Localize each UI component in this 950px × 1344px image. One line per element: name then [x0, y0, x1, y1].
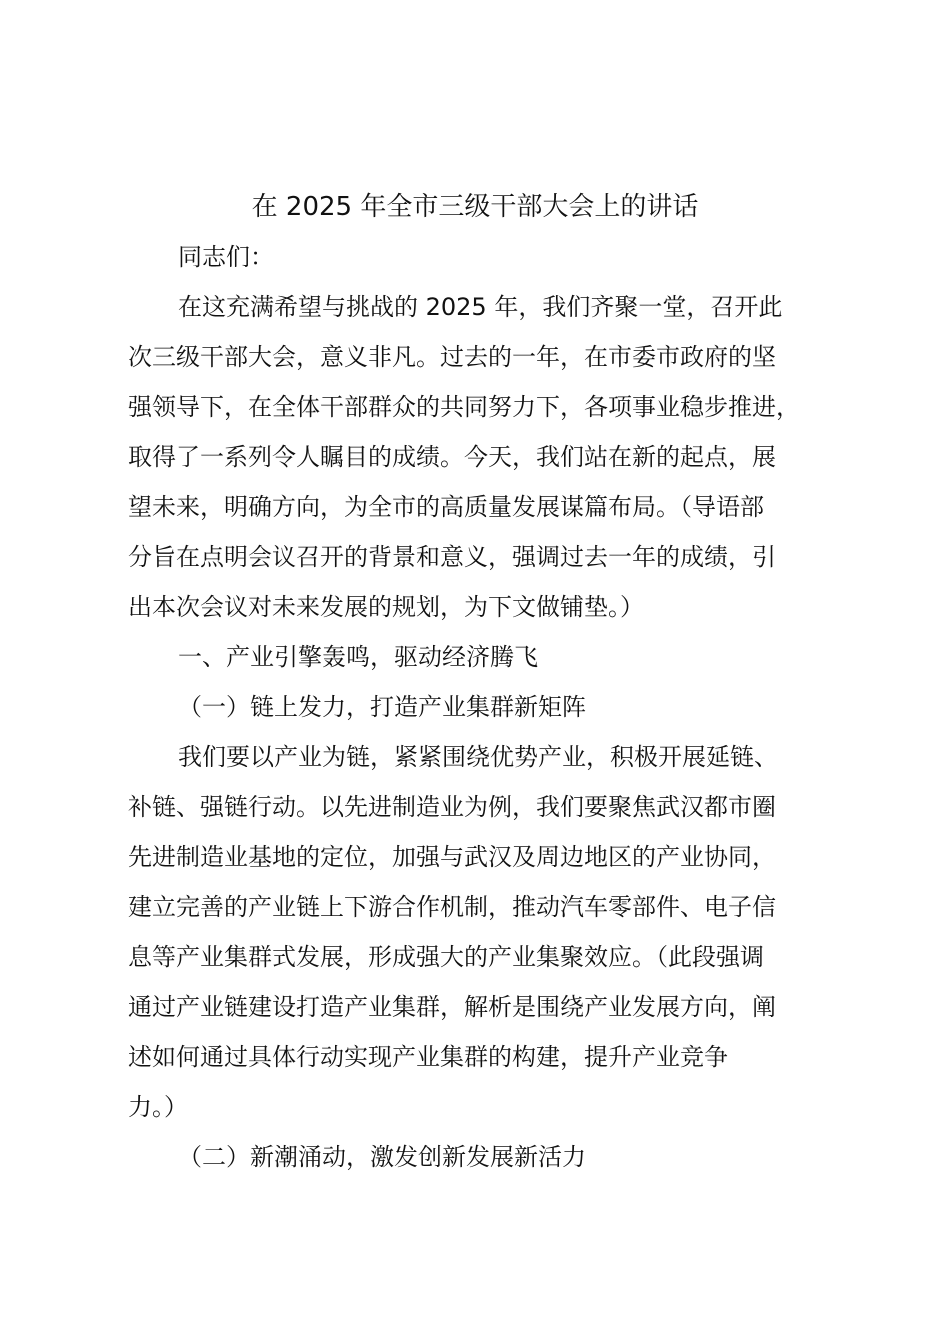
paragraph-line: 出本次会议对未来发展的规划，为下文做铺垫。）: [128, 593, 644, 621]
document-title: 在 2025 年全市三级干部大会上的讲话: [251, 192, 699, 222]
paragraph-line: 力。）: [128, 1093, 188, 1121]
paragraph-line: 述如何通过具体行动实现产业集群的构建，提升产业竞争: [128, 1043, 728, 1071]
section-heading: 一、产业引擎轰鸣，驱动经济腾飞: [178, 643, 538, 671]
paragraph-line: 补链、强链行动。以先进制造业为例，我们要聚焦武汉都市圈: [128, 793, 776, 821]
paragraph-line: 分旨在点明会议召开的背景和意义，强调过去一年的成绩，引: [128, 543, 776, 571]
paragraph-line: 息等产业集群式发展，形成强大的产业集聚效应。（此段强调: [128, 943, 764, 971]
paragraph-line: 建立完善的产业链上下游合作机制，推动汽车零部件、电子信: [128, 893, 776, 921]
document-body: [128, 232, 848, 1182]
paragraph-line: 通过产业链建设打造产业集群，解析是围绕产业发展方向，阐: [128, 993, 776, 1021]
paragraph-line: 我们要以产业为链，紧紧围绕优势产业，积极开展延链、: [178, 743, 778, 771]
paragraph-line: 次三级干部大会，意义非凡。过去的一年，在市委市政府的坚: [128, 343, 776, 371]
paragraph-line: 取得了一系列令人瞩目的成绩。今天，我们站在新的起点，展: [128, 443, 776, 471]
paragraph-line: 强领导下，在全体干部群众的共同努力下，各项事业稳步推进，: [128, 393, 800, 421]
subsection-heading: （一）链上发力，打造产业集群新矩阵: [178, 693, 586, 721]
paragraph-line: 先进制造业基地的定位，加强与武汉及周边地区的产业协同，: [128, 843, 776, 871]
paragraph-line: 在这充满希望与挑战的 2025 年，我们齐聚一堂，召开此: [178, 293, 783, 321]
salutation: 同志们：: [178, 243, 274, 271]
paragraph-line: 望未来，明确方向，为全市的高质量发展谋篇布局。（导语部: [128, 493, 764, 521]
subsection-heading: （二）新潮涌动，激发创新发展新活力: [178, 1143, 586, 1171]
